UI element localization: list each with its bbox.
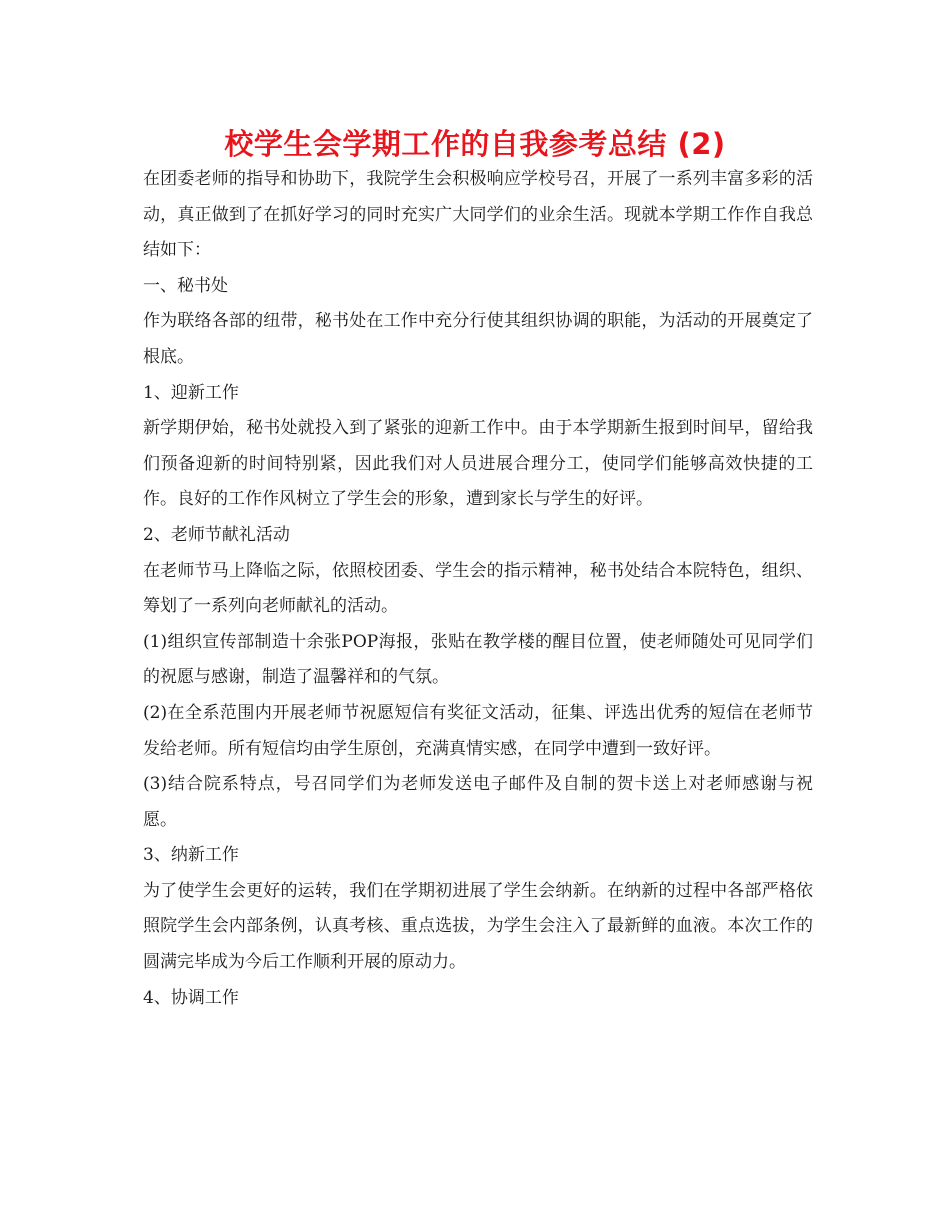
subheading-welcome-work: 1、迎新工作 xyxy=(143,382,239,403)
teachers-day-paragraph: 在老师节马上降临之际，依照校团委、学生会的指示精神，秘书处结合本院特色，组织、筹划了一系列向老师献礼的活动。 xyxy=(143,560,813,617)
secretariat-paragraph: 作为联络各部的纽带，秘书处在工作中充分行使其组织协调的职能，为活动的开展奠定了根底。 xyxy=(143,311,813,367)
teachers-day-item-3: (3)结合院系特点，号召同学们为老师发送电子邮件及自制的贺卡送上对老师感谢与祝愿。 xyxy=(143,774,813,830)
welcome-work-paragraph: 新学期伊始，秘书处就投入到了紧张的迎新工作中。由于本学期新生报到时间早，留给我们预备迎新的时间特别紧，因此我们对人员进展合理分工，使同学们能够高效快捷的工作。良好的工作作风树立了学生会的形象，遭到家长与学生的好评。 xyxy=(143,418,813,510)
subheading-teachers-day: 2、老师节献礼活动 xyxy=(143,524,290,545)
intro-paragraph: 在团委老师的指导和协助下，我院学生会积极响应学校号召，开展了一系列丰富多彩的活动，真正做到了在抓好学习的同时充实广大同学们的业余生活。现就本学期工作作自我总结如下： xyxy=(143,169,813,261)
teachers-day-item-2: (2)在全系范围内开展老师节祝愿短信有奖征文活动，征集、评选出优秀的短信在老师节发给老师。所有短信均由学生原创，充满真情实感，在同学中遭到一致好评。 xyxy=(143,702,813,759)
teachers-day-item-1: (1)组织宣传部制造十余张POP海报，张贴在教学楼的醒目位置，使老师随处可见同学们的祝愿与感谢，制造了温馨祥和的气氛。 xyxy=(143,631,813,688)
document-title: 校学生会学期工作的自我参考总结 (2) xyxy=(224,127,726,161)
document-body xyxy=(143,162,813,1016)
subheading-coordination: 4、协调工作 xyxy=(143,987,239,1008)
subheading-recruitment: 3、纳新工作 xyxy=(143,845,239,866)
recruitment-paragraph: 为了使学生会更好的运转，我们在学期初进展了学生会纳新。在纳新的过程中各部严格依照院学生会内部条例，认真考核、重点选拔，为学生会注入了最新鲜的血液。本次工作的圆满完毕成为今后工作顺利开展的原动力。 xyxy=(143,880,813,973)
section-heading-secretariat: 一、秘书处 xyxy=(143,275,228,296)
